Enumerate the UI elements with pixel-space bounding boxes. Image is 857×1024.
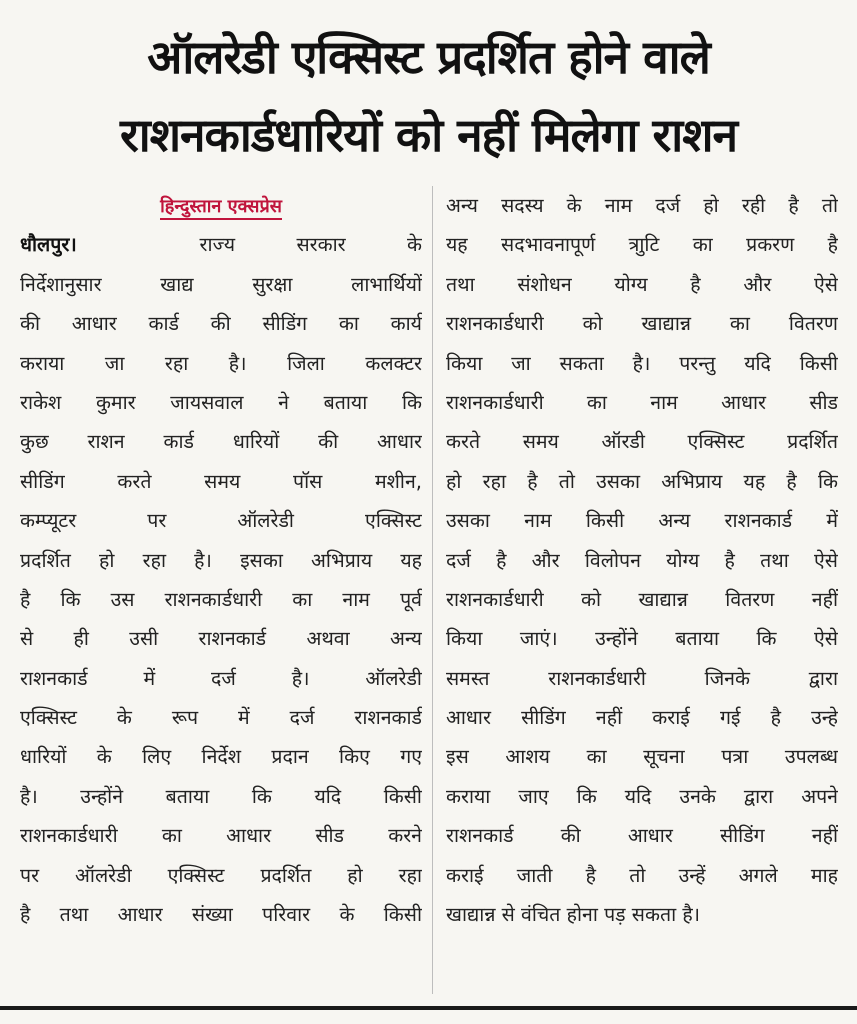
article-line: कुछ राशन कार्ड धारियों की आधार xyxy=(20,430,422,454)
article-line: उसका नाम किसी अन्य राशनकार्ड में xyxy=(446,509,838,533)
article-line: दर्ज है और विलोपन योग्य है तथा ऐसे xyxy=(446,548,838,572)
column-divider xyxy=(432,186,433,994)
article-line: हो रहा है तो उसका अभिप्राय यह है कि xyxy=(446,469,838,493)
article-line: यह सदभावनापूर्ण त्राुटि का प्रकरण है xyxy=(446,233,838,257)
dateline: धौलपुर। xyxy=(20,233,77,257)
article-line: आधार सीडिंग नहीं कराई गई है उन्हे xyxy=(446,706,838,730)
article-line: राशनकार्ड में दर्ज है। ऑलरेडी xyxy=(20,666,422,690)
article-line: कराई जाती है तो उन्हें अगले माह xyxy=(446,863,838,887)
headline-line-2: राशनकार्डधारियों को नहीं मिलेगा राशन xyxy=(119,108,738,162)
article-first-line xyxy=(20,225,422,264)
article-line: है। उन्होंने बताया कि यदि किसी xyxy=(20,784,422,808)
article-line: राशनकार्डधारी का नाम आधार सीड xyxy=(446,390,838,414)
article-line: प्रदर्शित हो रहा है। इसका अभिप्राय यह xyxy=(20,548,422,572)
article-line: इस आशय का सूचना पत्रा उपलब्ध xyxy=(446,745,838,769)
article-last-line: खाद्यान्न से वंचित होना पड़ सकता है। xyxy=(446,903,701,927)
article-line: धारियों के लिए निर्देश प्रदान किए गए xyxy=(20,745,422,769)
article-line: किया जा सकता है। परन्तु यदि किसी xyxy=(446,351,838,375)
article-line: सीडिंग करते समय पॉस मशीन, xyxy=(20,469,422,493)
article-line: करते समय ऑरडी एक्सिस्ट प्रदर्शित xyxy=(446,430,838,454)
article-line: राशनकार्डधारी को खाद्यान्न वितरण नहीं xyxy=(446,587,838,611)
article-first-line-text: राज्य सरकार के xyxy=(199,233,422,257)
article-line: निर्देशानुसार खाद्य सुरक्षा लाभार्थियों xyxy=(20,272,422,296)
article-line: पर ऑलरेडी एक्सिस्ट प्रदर्शित हो रहा xyxy=(20,863,422,887)
byline: हिन्दुस्तान एक्सप्रेस xyxy=(160,196,282,220)
article-line: राशनकार्ड की आधार सीडिंग नहीं xyxy=(446,824,838,848)
byline-row xyxy=(20,186,422,225)
article-line: है कि उस राशनकार्डधारी का नाम पूर्व xyxy=(20,587,422,611)
article-line: की आधार कार्ड की सीडिंग का कार्य xyxy=(20,312,422,336)
article-line: से ही उसी राशनकार्ड अथवा अन्य xyxy=(20,627,422,651)
article-line: एक्सिस्ट के रूप में दर्ज राशनकार्ड xyxy=(20,706,422,730)
article-line: राशनकार्डधारी को खाद्यान्न का वितरण xyxy=(446,312,838,336)
article-line: तथा संशोधन योग्य है और ऐसे xyxy=(446,272,838,296)
article-line: राकेश कुमार जायसवाल ने बताया कि xyxy=(20,390,422,414)
article-column-left xyxy=(20,186,422,934)
headline xyxy=(0,18,857,174)
article-line: राशनकार्डधारी का आधार सीड करने xyxy=(20,824,422,848)
article-line: कराया जाए कि यदि उनके द्वारा अपने xyxy=(446,784,838,808)
article-column-right xyxy=(446,186,838,934)
article-line: है तथा आधार संख्या परिवार के किसी xyxy=(20,903,422,927)
article-line: कम्प्यूटर पर ऑलरेडी एक्सिस्ट xyxy=(20,509,422,533)
bottom-rule xyxy=(0,1006,857,1010)
article-line: अन्य सदस्य के नाम दर्ज हो रही है तो xyxy=(446,194,838,217)
article-line: समस्त राशनकार्डधारी जिनके द्वारा xyxy=(446,666,838,690)
article-line: कराया जा रहा है। जिला कलक्टर xyxy=(20,351,422,375)
headline-line-1: ऑलरेडी एक्सिस्ट प्रदर्शित होने वाले xyxy=(147,30,710,84)
article-line: किया जाएं। उन्होंने बताया कि ऐसे xyxy=(446,627,838,651)
